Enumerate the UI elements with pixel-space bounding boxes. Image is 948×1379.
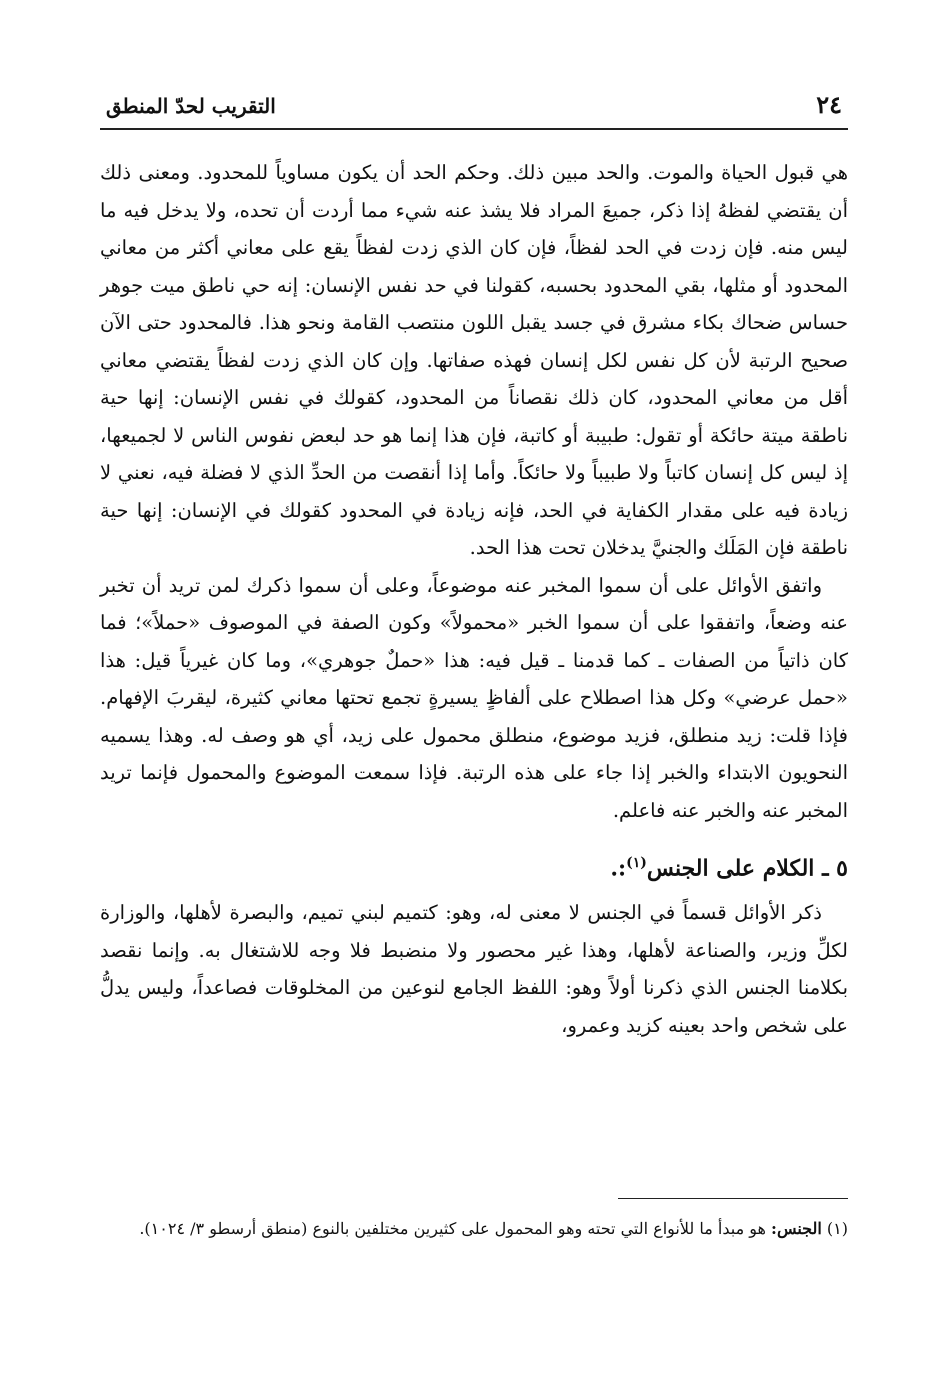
page-number: ٢٤ <box>816 90 842 119</box>
paragraph-1: هي قبول الحياة والموت. والحد مبين ذلك. وحكم الحد أن يكون مساوياً للمحدود. ومعنى ذلك أن يقتضي لفظهُ إذا ذكر، جميعَ المراد فلا يشذ عنه شيء مما أردت أن تحده، ولا يدخل فيه ما ليس منه. فإن زدت في الحد لفظاً، فإن كان الذي زدت لفظاً يقع على معاني أكثر من معاني المحدود أو مثلها، بقي المحدود بحسبه، كقولنا في حد نفس الإنسان: إنه حي ناطق ميت جوهر حساس ضحاك بكاء مشرق في جسد يقبل اللون منتصب القامة ونحو هذا. فالمحدود حتى الآن صحيح الرتبة لأن كل نفس لكل إنسان فهذه صفاتها. وإن كان الذي زدت لفظاً يقتضي معاني أقل من معاني المحدود، كان ذلك نقصاناً من المحدود، كقولك في نفس الإنسان: إنها حية ناطقة ميتة حائكة أو تقول: طبيبة أو كاتبة، فإن هذا إنما هو حد لبعض نفوس الناس لا لجميعها، إذ ليس كل إنسان كاتباً ولا طبيباً ولا حائكاً. وأما إذا أنقصت من الحدِّ الذي لا فضلة فيه، نعني لا زيادة فيه على مقدار الكفاية في الحد، فإنه زيادة في المحدود كقولك في الإنسان: إنها حية ناطقة فإن المَلَك والجنيَّ يدخلان تحت هذا الحد. <box>100 161 848 559</box>
footnote-divider <box>618 1198 848 1199</box>
footnote-text: هو مبدأ ما للأنواع التي تحته وهو المحمول على كثيرين مختلفين بالنوع (منطق أرسطو ٣/ ١٠٢٤). <box>139 1219 766 1238</box>
footnote-number: (١) <box>826 1219 848 1238</box>
section-heading <box>100 843 848 888</box>
body-text <box>100 154 848 1044</box>
footnote <box>100 1212 848 1246</box>
footnote-reference: (١) <box>626 855 647 871</box>
running-title: التقريب لحدّ المنطق <box>106 94 276 118</box>
book-page <box>100 88 848 1044</box>
paragraph-3: ذكر الأوائل قسماً في الجنس لا معنى له، وهو: كتميم لبني تميم، والبصرة لأهلها، والوزارة لكلِّ وزير، والصناعة لأهلها، وهذا غير محصور ولا منضبط فلا وجه للاشتغال به. وإنما نقصد بكلامنا الجنس الذي ذكرنا أولاً وهو: اللفظ الجامع لنوعين من المخلوقات فصاعداً، وليس يدلُّ على شخص واحد بعينه كزيد وعمرو، <box>100 901 848 1037</box>
page-header <box>100 88 848 130</box>
footnote-label: الجنس: <box>771 1219 822 1238</box>
section-heading-text: ٥ ـ الكلام على الجنس <box>646 855 848 882</box>
section-heading-end: :. <box>610 855 627 882</box>
paragraph-2: واتفق الأوائل على أن سموا المخبر عنه موضوعاً، وعلى أن سموا ذكرك لمن تريد أن تخبر عنه وضعاً، واتفقوا على أن سموا الخبر «محمولاً» وكون الصفة في الموصوف «حملاً»؛ فما كان ذاتياً من الصفات ـ كما قدمنا ـ قيل فيه: هذا «حملٌ جوهري»، وما كان غيرياً قيل: هذا «حمل عرضي» وكل هذا اصطلاح على ألفاظٍ يسيرةٍ تجمع تحتها معاني كثيرة، ليقربَ الإفهام. فإذا قلت: زيد منطلق، فزيد موضوع، منطلق محمول على زيد، أي هو وصف له. وهذا يسميه النحويون الابتداء والخبر إذا جاء على هذه الرتبة. فإذا سمعت الموضوع والمحمول فإنما تريد المخبر عنه والخبر عنه فاعلم. <box>100 573 848 822</box>
